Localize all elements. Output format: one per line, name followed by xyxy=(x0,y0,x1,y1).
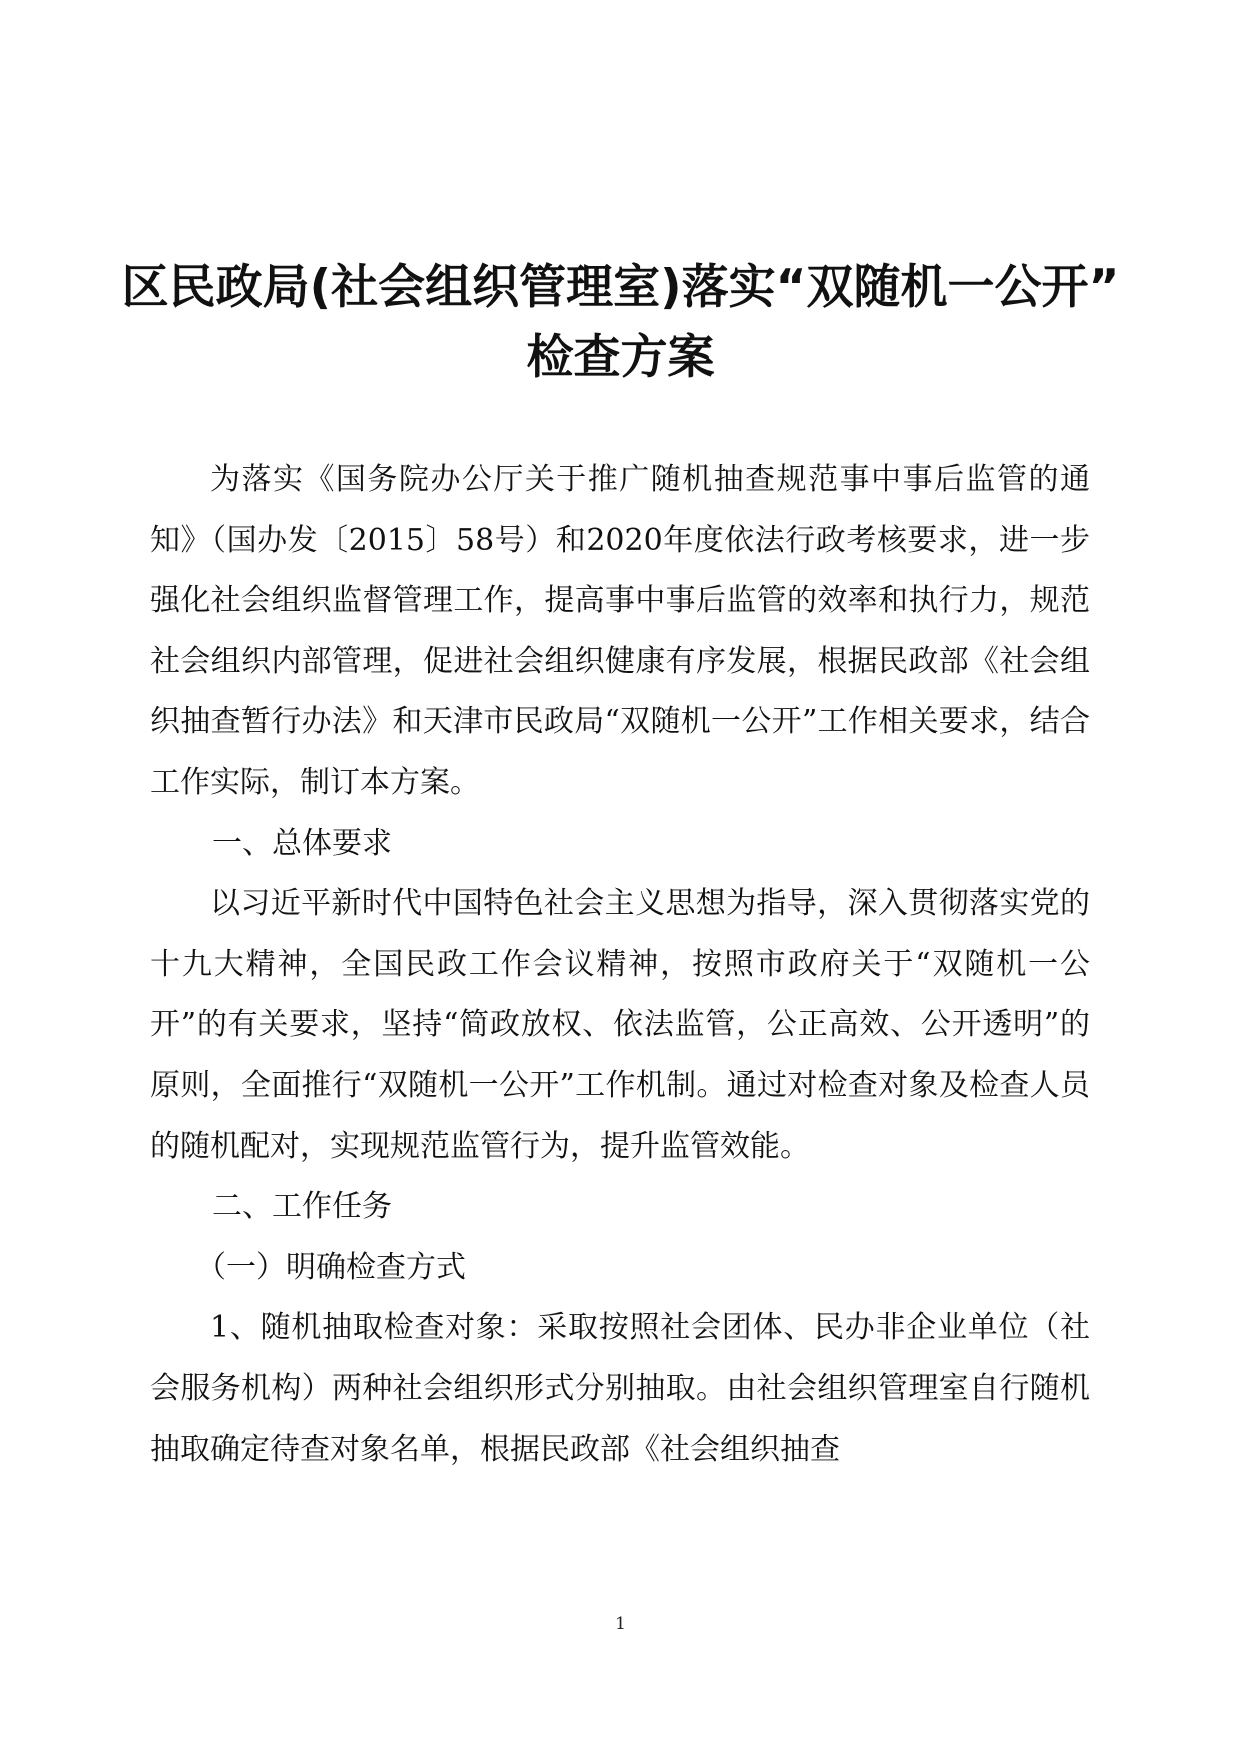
paragraph-random-selection: 1、随机抽取检查对象：采取按照社会团体、民办非企业单位（社会服务机构）两种社会组织形式分别抽取。由社会组织管理室自行随机抽取确定待查对象名单，根据民政部《社会组织抽查 xyxy=(150,1310,1090,1467)
section-heading-work-tasks: 二、工作任务 xyxy=(212,1189,392,1225)
document-title-line-2: 检查方案 xyxy=(526,330,715,385)
section-heading-overall-requirements: 一、总体要求 xyxy=(212,825,392,861)
document-title-line-1: 区民政局(社会组织管理室)落实“双随机一公开” xyxy=(121,260,1120,315)
paragraph-overall-requirements: 以习近平新时代中国特色社会主义思想为指导，深入贯彻落实党的十九大精神，全国民政工作会议精神，按照市政府关于“双随机一公开”的有关要求，坚持“简政放权、依法监管，公正高效、公开透明”的原则，全面推行“双随机一公开”工作机制。通过对检查对象及检查人员的随机配对，实现规范监管行为，提升监管效能。 xyxy=(150,886,1090,1164)
page-number: 1 xyxy=(615,1614,626,1634)
document-body xyxy=(150,450,1090,1480)
subsection-heading-inspection-method: （一）明确检查方式 xyxy=(196,1249,466,1285)
paragraph-intro: 为落实《国务院办公厅关于推广随机抽查规范事中事后监管的通知》（国办发〔2015〕58号）和2020年度依法行政考核要求，进一步强化社会组织监督管理工作，提高事中事后监管的效率和执行力，规范社会组织内部管理，促进社会组织健康有序发展，根据民政部《社会组织抽查暂行办法》和天津市民政局“双随机一公开”工作相关要求，结合工作实际，制订本方案。 xyxy=(150,462,1090,800)
